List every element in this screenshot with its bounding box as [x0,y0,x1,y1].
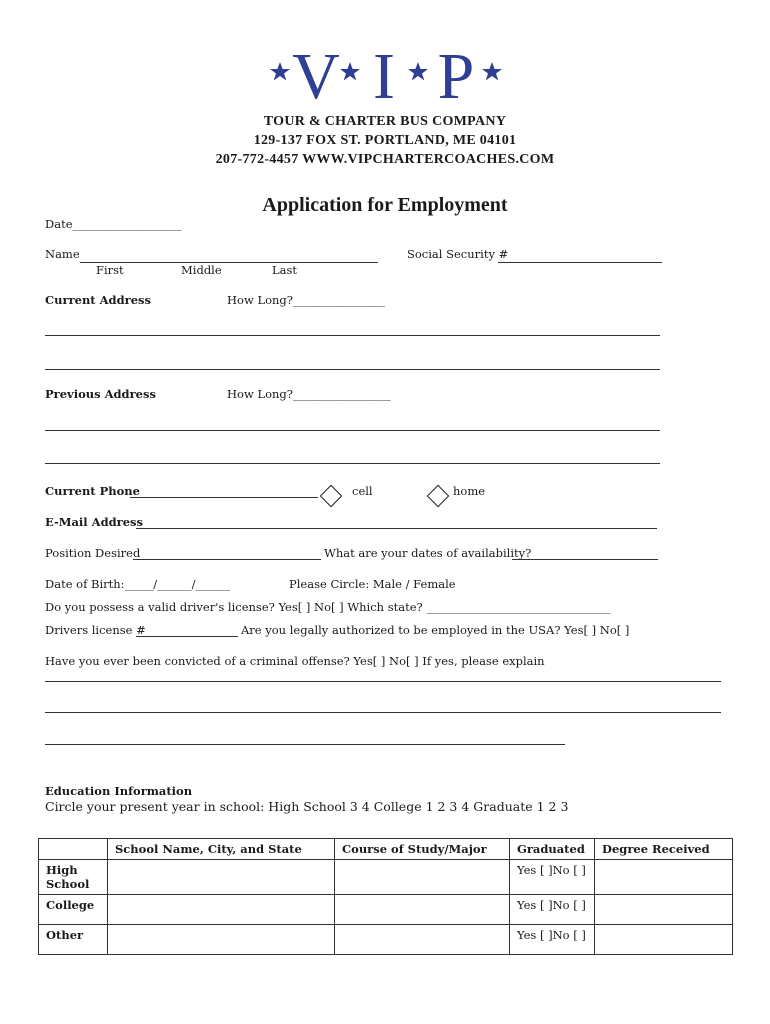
license-number-line[interactable] [136,636,238,637]
last-name-caption: Last [272,263,298,277]
star-icon [482,62,502,81]
license-question[interactable]: Do you possess a valid driver's license? Yes[ ] No[ ] Which state? ________________________________ [45,600,611,614]
svg-text:V: V [292,40,340,100]
explain-line-3[interactable] [45,744,565,745]
how-long-current-field[interactable]: How Long?________________ [227,293,385,307]
svg-text:I: I [373,40,395,100]
school-name-cell[interactable] [108,895,335,925]
header-cell: Degree Received [595,839,733,860]
school-name-cell[interactable] [108,925,335,955]
email-label: E-Mail Address [45,515,144,529]
school-name-cell[interactable] [108,860,335,895]
table-row [39,925,733,955]
header-cell [39,839,108,860]
star-icon [270,62,290,81]
header-cell: Course of Study/Major [335,839,510,860]
date-field[interactable]: Date___________________ [45,217,182,231]
middle-name-caption: Middle [181,263,222,277]
degree-cell[interactable] [595,925,733,955]
course-cell[interactable] [335,860,510,895]
svg-text:P: P [437,40,475,100]
dob-field[interactable]: Date of Birth:_____/______/______ [45,577,231,591]
previous-address-line-1[interactable] [45,430,660,431]
graduated-cell[interactable]: Yes [ ]No [ ] [510,895,595,925]
graduated-cell[interactable]: Yes [ ]No [ ] [510,860,595,895]
star-icon [340,62,360,81]
home-checkbox[interactable] [427,485,450,508]
email-line[interactable] [136,528,657,529]
previous-address-line-2[interactable] [45,463,660,464]
row-label: High School [39,860,108,895]
previous-address-label: Previous Address [45,387,156,401]
authorized-question[interactable]: Are you legally authorized to be employed in the USA? Yes[ ] No[ ] [241,623,630,637]
ssn-input-line[interactable] [498,262,662,263]
current-address-line-1[interactable] [45,335,660,336]
course-cell[interactable] [335,925,510,955]
position-line[interactable] [133,559,321,560]
vip-logo [270,40,502,100]
company-address: 129-137 FOX ST. PORTLAND, ME 04101 [253,133,517,148]
position-label: Position Desired [45,546,141,560]
current-phone-label: Current Phone [45,484,140,498]
first-name-caption: First [96,263,124,277]
cell-label: cell [352,484,373,498]
star-icon [408,62,428,81]
graduated-cell[interactable]: Yes [ ]No [ ] [510,925,595,955]
education-table [38,838,733,955]
explain-line-2[interactable] [45,712,721,713]
degree-cell[interactable] [595,860,733,895]
degree-cell[interactable] [595,895,733,925]
row-label: College [39,895,108,925]
how-long-previous-field[interactable]: How Long?_________________ [227,387,391,401]
table-row [39,895,733,925]
cell-checkbox[interactable] [320,485,343,508]
row-label: Other [39,925,108,955]
circle-year-text: Circle your present year in school: High School 3 4 College 1 2 3 4 Graduate 1 2 3 [45,799,569,814]
current-address-line-2[interactable] [45,369,660,370]
table-row [39,860,733,895]
explain-line-1[interactable] [45,681,721,682]
header-cell: Graduated [510,839,595,860]
ssn-label: Social Security # [407,247,509,261]
home-label: home [453,484,486,498]
license-number-label: Drivers license # [45,623,146,637]
availability-label: What are your dates of availability? [324,546,532,560]
page-title: Application for Employment [262,194,508,216]
availability-line[interactable] [512,559,658,560]
course-cell[interactable] [335,895,510,925]
gender-field[interactable]: Please Circle: Male / Female [289,577,456,591]
table-header-row [39,839,733,860]
company-contact: 207-772-4457 WWW.VIPCHARTERCOACHES.COM [215,152,555,167]
current-address-label: Current Address [45,293,151,307]
education-heading: Education Information [45,784,193,798]
header-cell: School Name, City, and State [108,839,335,860]
name-input-line[interactable] [80,262,378,263]
criminal-question[interactable]: Have you ever been convicted of a criminal offense? Yes[ ] No[ ] If yes, please explain [45,654,545,668]
company-name: TOUR & CHARTER BUS COMPANY [263,114,507,129]
current-phone-line[interactable] [130,497,318,498]
name-label: Name [45,247,80,261]
